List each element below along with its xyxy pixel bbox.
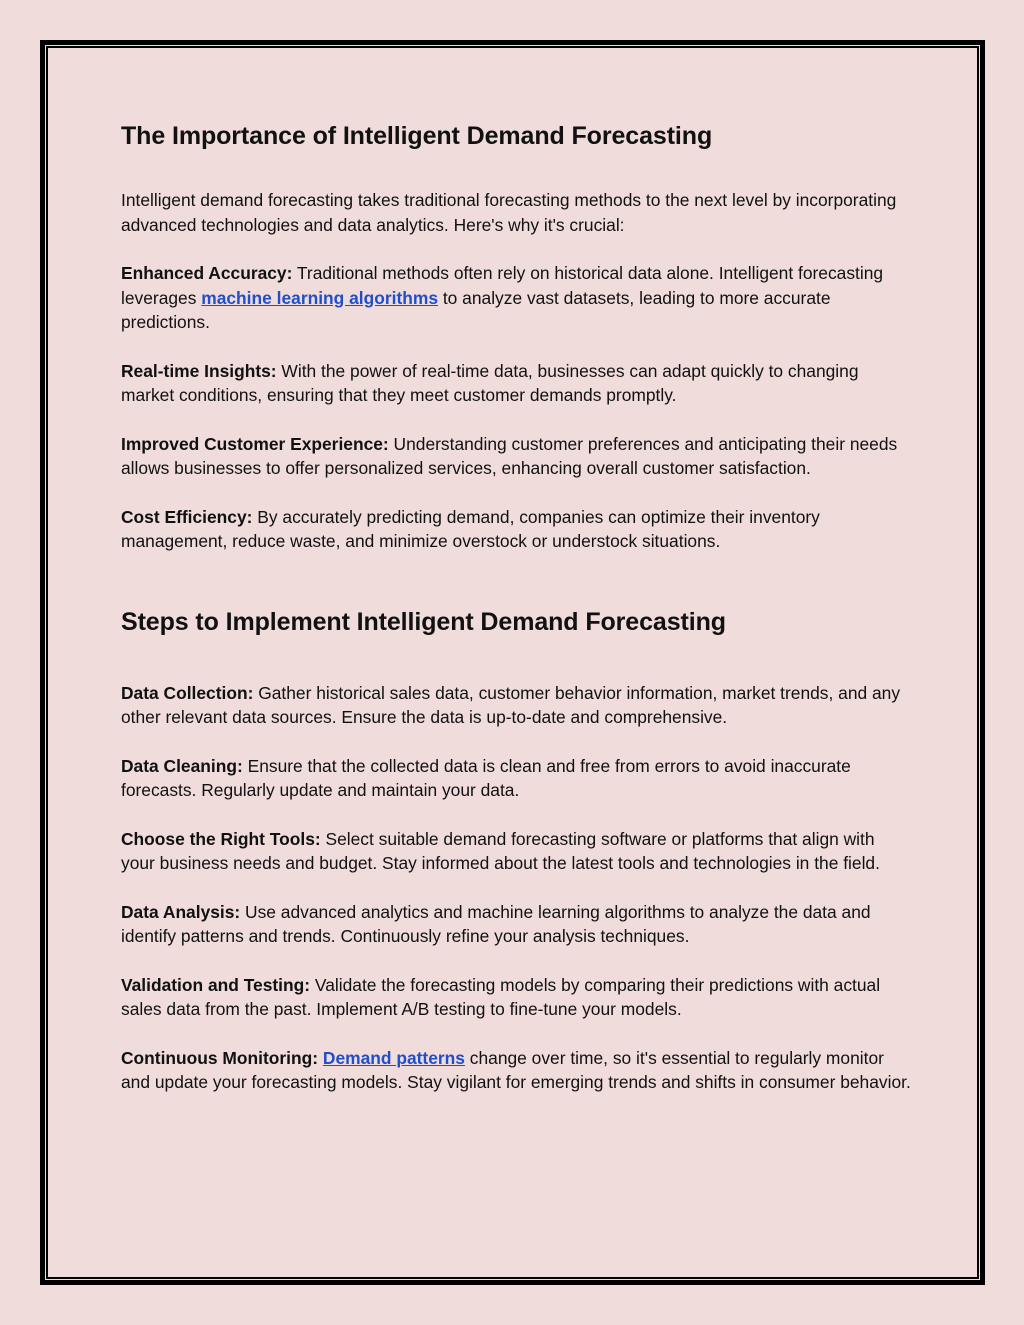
- paragraph-label: Data Cleaning:: [121, 755, 243, 776]
- section-heading-importance: The Importance of Intelligent Demand Forecasting: [121, 122, 713, 150]
- intro-paragraph: Intelligent demand forecasting takes traditional forecasting methods to the next level by incorporating advanced technologies and data analytics. Here's why it's crucial:: [121, 190, 897, 235]
- document-body: [121, 118, 911, 1095]
- paragraph-customer-experience: [121, 432, 911, 481]
- paragraph-label: Enhanced Accuracy:: [121, 263, 293, 283]
- paragraph-text: Ensure that the collected data is clean and free from errors to avoid inaccurate forecasts. Regularly update and maintain your data.: [121, 755, 851, 800]
- paragraph-label: Validation and Testing:: [121, 974, 311, 995]
- paragraph-text: Gather historical sales data, customer behavior information, market trends, and any other relevant data sources. Ensure the data is up-to-date and comprehensive.: [121, 682, 901, 727]
- paragraph-text: Validate the forecasting models by comparing their predictions with actual sales data from the past. Implement A/B testing to fine-tune your models.: [121, 974, 881, 1019]
- paragraph-label: Continuous Monitoring:: [121, 1047, 319, 1068]
- paragraph-text: Understanding customer preferences and anticipating their needs allows businesses to offer personalized services, enhancing overall customer satisfaction.: [121, 433, 898, 478]
- paragraph-text: to analyze vast datasets, leading to more accurate predictions.: [121, 287, 831, 332]
- demand-patterns-link[interactable]: Demand patterns: [322, 1047, 465, 1068]
- paragraph-label: Real-time Insights:: [121, 360, 277, 381]
- paragraph-text: change over time, so it's essential to regularly monitor and update your forecasting models. Stay vigilant for emerging trends and shifts in consumer behavior.: [121, 1047, 911, 1092]
- paragraph-text: Use advanced analytics and machine learning algorithms to analyze the data and identify patterns and trends. Continuously refine your analysis techniques.: [121, 901, 871, 946]
- paragraph-continuous-monitoring: [121, 1046, 911, 1095]
- paragraph-label: Data Collection:: [121, 682, 254, 703]
- paragraph-data-analysis: [121, 900, 911, 949]
- paragraph-text: By accurately predicting demand, companies can optimize their inventory management, reduce waste, and minimize overstock or understock situations.: [121, 506, 820, 551]
- paragraph-label: Improved Customer Experience:: [121, 433, 389, 454]
- paragraph-data-cleaning: [121, 754, 911, 803]
- paragraph-text: With the power of real-time data, businesses can adapt quickly to changing market conditions, ensuring that they meet customer demands promptly.: [121, 360, 859, 405]
- section-heading-steps: Steps to Implement Intelligent Demand Forecasting: [121, 607, 726, 636]
- paragraph-enhanced-accuracy: [121, 261, 911, 335]
- paragraph-validation-testing: [121, 973, 911, 1022]
- paragraph-right-tools: [121, 827, 911, 876]
- machine-learning-link[interactable]: machine learning algorithms: [201, 287, 439, 308]
- paragraph-text: Select suitable demand forecasting software or platforms that align with your business needs and budget. Stay informed about the latest tools and technologies in the field.: [121, 828, 880, 873]
- paragraph-real-time-insights: [121, 359, 911, 408]
- paragraph-label: Data Analysis:: [121, 901, 241, 922]
- paragraph-label: Cost Efficiency:: [121, 506, 253, 527]
- paragraph-text: Traditional methods often rely on historical data alone. Intelligent forecasting leverages: [121, 263, 884, 308]
- paragraph-cost-efficiency: [121, 505, 911, 554]
- paragraph-label: Choose the Right Tools:: [121, 828, 321, 849]
- paragraph-data-collection: [121, 681, 911, 730]
